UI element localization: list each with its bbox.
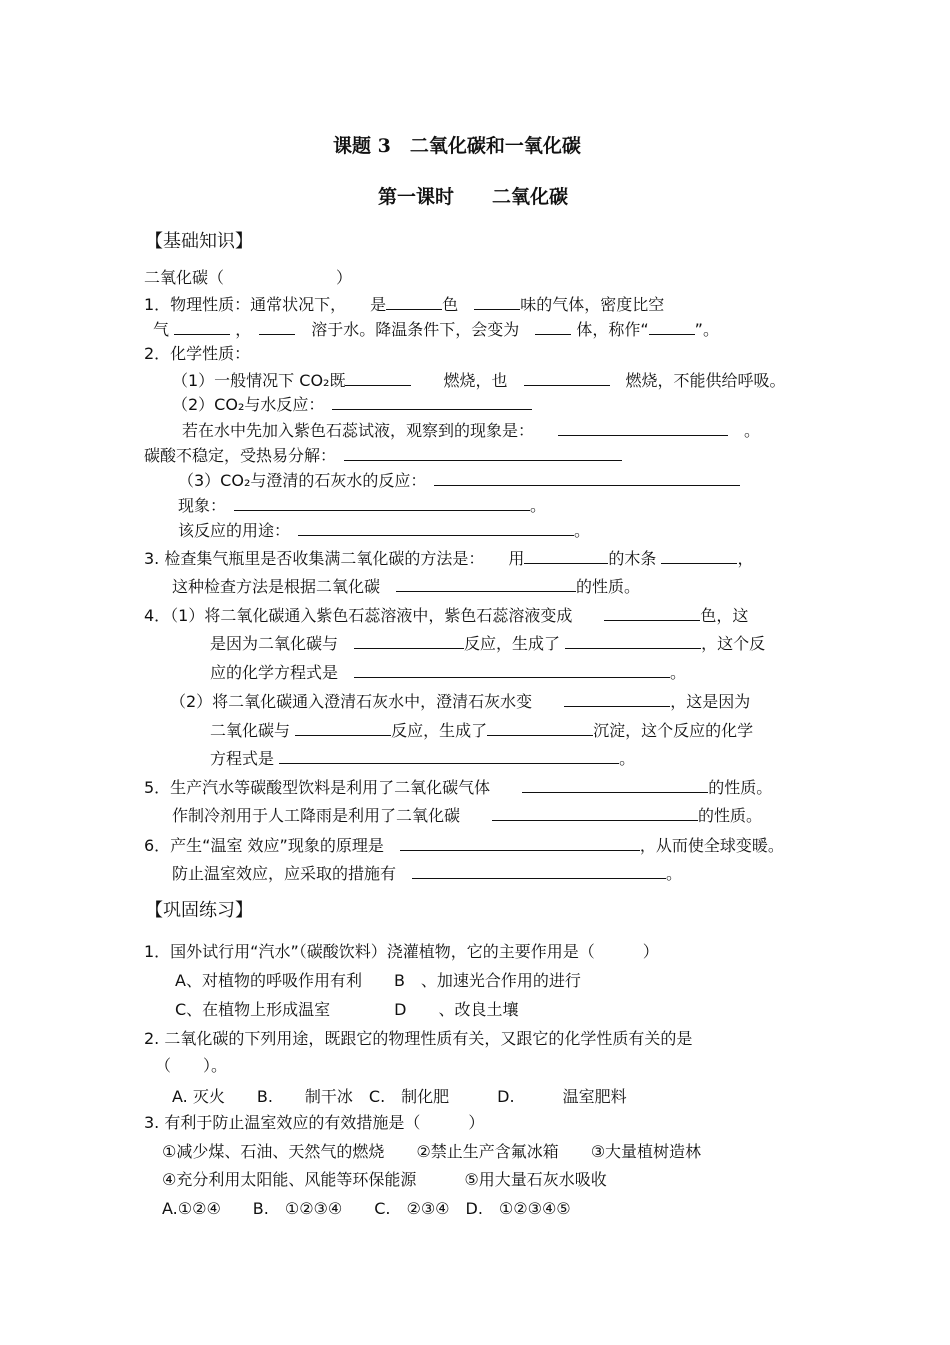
answer-blank[interactable]	[386, 293, 442, 310]
basics-heading: 二氧化碳（ ）	[144, 268, 353, 287]
answer-blank[interactable]	[345, 369, 411, 386]
p1-options-cd: C、在植物上形成温室 D 、改良土壤	[175, 1000, 519, 1019]
answer-blank[interactable]	[564, 690, 670, 707]
answer-blank[interactable]	[344, 444, 622, 461]
q4-2-line3: 方程式是 。	[210, 749, 636, 768]
answer-blank[interactable]	[524, 547, 608, 564]
answer-blank[interactable]	[234, 494, 530, 511]
section-basics: 【基础知识】	[145, 231, 253, 252]
q2-part1: （1）一般情况下 CO₂既 燃烧，也 燃烧，不能供给呼吸。	[172, 371, 786, 390]
answer-blank[interactable]	[661, 547, 737, 564]
answer-blank[interactable]	[522, 776, 708, 793]
answer-blank[interactable]	[332, 393, 532, 410]
p3-items-line2: ④充分利用太阳能、风能等环保能源 ⑤用大量石灰水吸收	[162, 1170, 607, 1189]
q2-part2-observe: 若在水中先加入紫色石蕊试液，观察到的现象是： 。	[182, 421, 761, 440]
answer-blank[interactable]	[279, 747, 619, 764]
p3-items-line1: ①减少煤、石油、天然气的燃烧 ②禁止生产含氟冰箱 ③大量植树造林	[162, 1142, 702, 1161]
answer-blank[interactable]	[558, 419, 728, 436]
answer-blank[interactable]	[487, 719, 593, 736]
q2-part2-decompose: 碳酸不稳定，受热易分解：	[144, 444, 622, 467]
p2-answer-paren: （ ）。	[155, 1056, 228, 1075]
p3-question: 3. 有利于防止温室效应的有效措施是（ ）	[144, 1113, 485, 1132]
page-title: 课题 3 二氧化碳和一氧化碳	[333, 135, 581, 157]
answer-blank[interactable]	[354, 661, 670, 678]
answer-blank[interactable]	[492, 804, 698, 821]
q5-line1: 5．生产汽水等碳酸型饮料是利用了二氧化碳气体 的性质。	[144, 778, 773, 797]
answer-blank[interactable]	[524, 369, 610, 386]
answer-blank[interactable]	[412, 862, 666, 879]
answer-blank[interactable]	[400, 834, 640, 851]
answer-blank[interactable]	[535, 318, 571, 335]
q4-1-line3: 应的化学方程式是 。	[210, 663, 687, 682]
q4-1-line1: 4．（1）将二氧化碳通入紫色石蕊溶液中，紫色石蕊溶液变成 色，这	[144, 606, 749, 625]
answer-blank[interactable]	[354, 632, 464, 649]
answer-blank[interactable]	[565, 632, 701, 649]
answer-blank[interactable]	[295, 719, 391, 736]
q6-line2: 防止温室效应，应采取的措施有 。	[172, 864, 683, 883]
p2-question: 2. 二氧化碳的下列用途，既跟它的物理性质有关，又跟它的化学性质有关的是	[144, 1029, 693, 1048]
answer-blank[interactable]	[259, 318, 295, 335]
answer-blank[interactable]	[174, 318, 230, 335]
q5-line2: 作制冷剂用于人工降雨是利用了二氧化碳 的性质。	[172, 806, 763, 825]
page-subtitle: 第一课时 二氧化碳	[378, 186, 569, 208]
q2-heading: 2．化学性质：	[144, 344, 251, 363]
q1-line1: 1．物理性质：通常状况下， 是 色 味的气体，密度比空	[144, 295, 665, 314]
answer-blank[interactable]	[474, 293, 520, 310]
q4-2-line2: 二氧化碳与 反应，生成了 沉淀，这个反应的化学	[210, 721, 754, 740]
q2-part2: （2）CO₂与水反应：	[172, 393, 532, 416]
section-practice: 【巩固练习】	[145, 900, 253, 921]
q3-line1: 3. 检查集气瓶里是否收集满二氧化碳的方法是： 用 的木条 ，	[144, 549, 754, 568]
q4-2-line1: （2）将二氧化碳通入澄清石灰水中，澄清石灰水变 ，这是因为	[170, 692, 751, 711]
answer-blank[interactable]	[604, 604, 700, 621]
q2-part3: （3）CO₂与澄清的石灰水的反应：	[178, 469, 740, 492]
p3-options: A.①②④ B. ①②③④ C. ②③④ D. ①②③④⑤	[162, 1199, 571, 1218]
q6-line1: 6．产生“温室 效应”现象的原理是 ，从而使全球变暖。	[144, 836, 784, 855]
answer-blank[interactable]	[649, 318, 695, 335]
q4-1-line2: 是因为二氧化碳与 反应，生成了 ，这个反	[210, 634, 766, 653]
answer-blank[interactable]	[434, 469, 740, 486]
q1-line2: 气 ， 溶于水。降温条件下，会变为 体，称作“ ”。	[153, 320, 719, 339]
answer-blank[interactable]	[396, 575, 576, 592]
q2-part3-phenomenon: 现象： 。	[178, 496, 547, 515]
q2-part3-use: 该反应的用途： 。	[178, 521, 591, 540]
p2-options: A. 灭火 B. 制干冰 C. 制化肥 D. 温室肥料	[172, 1087, 627, 1106]
q3-line2: 这种检查方法是根据二氧化碳 的性质。	[172, 577, 641, 596]
p1-options-ab: A、对植物的呼吸作用有利 B 、加速光合作用的进行	[175, 971, 581, 990]
p1-question: 1．国外试行用“汽水”（碳酸饮料）浇灌植物，它的主要作用是（ ）	[144, 942, 659, 961]
answer-blank[interactable]	[298, 519, 574, 536]
